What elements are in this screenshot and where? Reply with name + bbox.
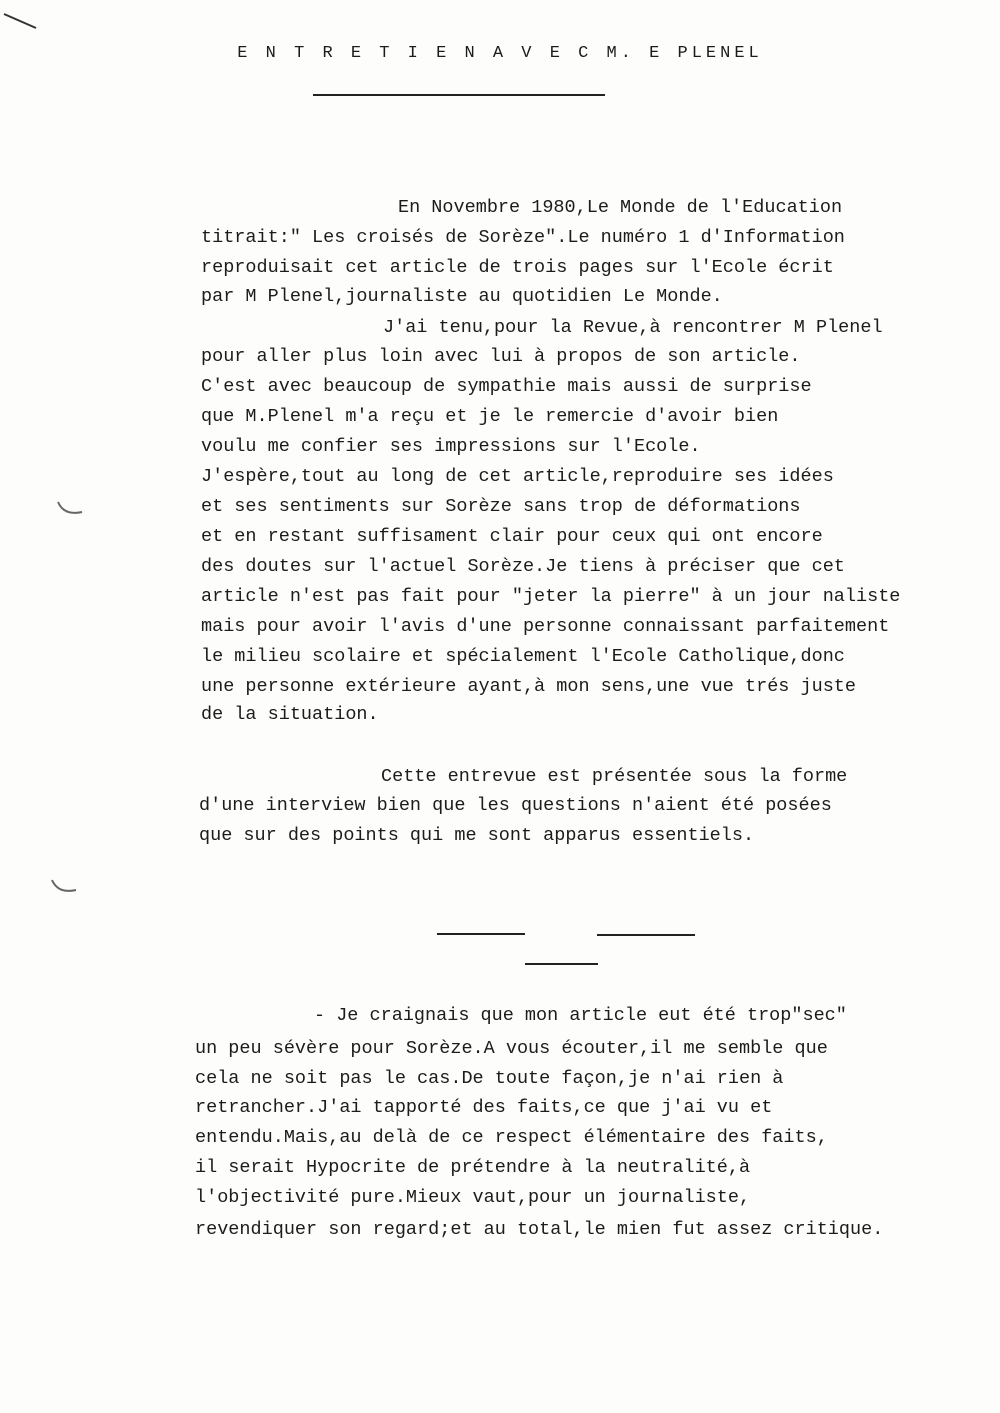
text-line: retrancher.J'ai tapporté des faits,ce que j'ai vu et — [195, 1097, 773, 1118]
title-underline — [313, 94, 605, 96]
text-line: C'est avec beaucoup de sympathie mais aussi de surprise — [201, 376, 812, 397]
text-line: et en restant suffisament clair pour ceux qui ont encore — [201, 526, 823, 547]
text-line: et ses sentiments sur Sorèze sans trop de déformations — [201, 496, 801, 517]
punch-hole-mark-icon — [52, 498, 92, 522]
punch-hole-mark-icon — [46, 876, 86, 900]
separator-rule — [437, 933, 525, 935]
separator-rule — [525, 963, 598, 965]
text-line: pour aller plus loin avec lui à propos de son article. — [201, 346, 801, 367]
text-line: revendiquer son regard;et au total,le mien fut assez critique. — [195, 1219, 884, 1240]
text-line: entendu.Mais,au delà de ce respect élémentaire des faits, — [195, 1127, 828, 1148]
text-line: d'une interview bien que les questions n'aient été posées — [199, 795, 832, 816]
text-line: J'ai tenu,pour la Revue,à rencontrer M Plenel — [383, 317, 883, 338]
text-line: il serait Hypocrite de prétendre à la neutralité,à — [195, 1157, 751, 1178]
text-line: que sur des points qui me sont apparus essentiels. — [199, 825, 755, 846]
text-line: voulu me confier ses impressions sur l'Ecole. — [201, 436, 701, 457]
text-line: titrait:" Les croisés de Sorèze".Le numéro 1 d'Information — [201, 227, 845, 248]
scan-mark-icon — [0, 0, 50, 40]
text-line: le milieu scolaire et spécialement l'Ecole Catholique,donc — [201, 646, 845, 667]
text-line: de la situation. — [201, 704, 379, 725]
text-line: que M.Plenel m'a reçu et je le remercie d'avoir bien — [201, 406, 779, 427]
text-line: une personne extérieure ayant,à mon sens,une vue trés juste — [201, 676, 857, 697]
text-line: un peu sévère pour Sorèze.A vous écouter,il me semble que — [195, 1038, 828, 1059]
document-title: E N T R E T I E N A V E C M. E PLENEL — [237, 44, 763, 63]
text-line: l'objectivité pure.Mieux vaut,pour un journaliste, — [195, 1187, 751, 1208]
text-line: mais pour avoir l'avis d'une personne connaissant parfaitement — [201, 616, 890, 637]
text-line: des doutes sur l'actuel Sorèze.Je tiens à préciser que cet — [201, 556, 845, 577]
text-line: article n'est pas fait pour "jeter la pierre" à un jour naliste — [201, 586, 901, 607]
text-line: J'espère,tout au long de cet article,reproduire ses idées — [201, 466, 834, 487]
text-line: reproduisait cet article de trois pages sur l'Ecole écrit — [201, 257, 834, 278]
separator-rule — [597, 934, 695, 936]
text-line: Cette entrevue est présentée sous la forme — [381, 766, 848, 787]
text-line: - Je craignais que mon article eut été trop"sec" — [314, 1005, 847, 1026]
text-line: En Novembre 1980,Le Monde de l'Education — [398, 197, 843, 218]
text-line: cela ne soit pas le cas.De toute façon,je n'ai rien à — [195, 1068, 784, 1089]
text-line: par M Plenel,journaliste au quotidien Le Monde. — [201, 286, 723, 307]
